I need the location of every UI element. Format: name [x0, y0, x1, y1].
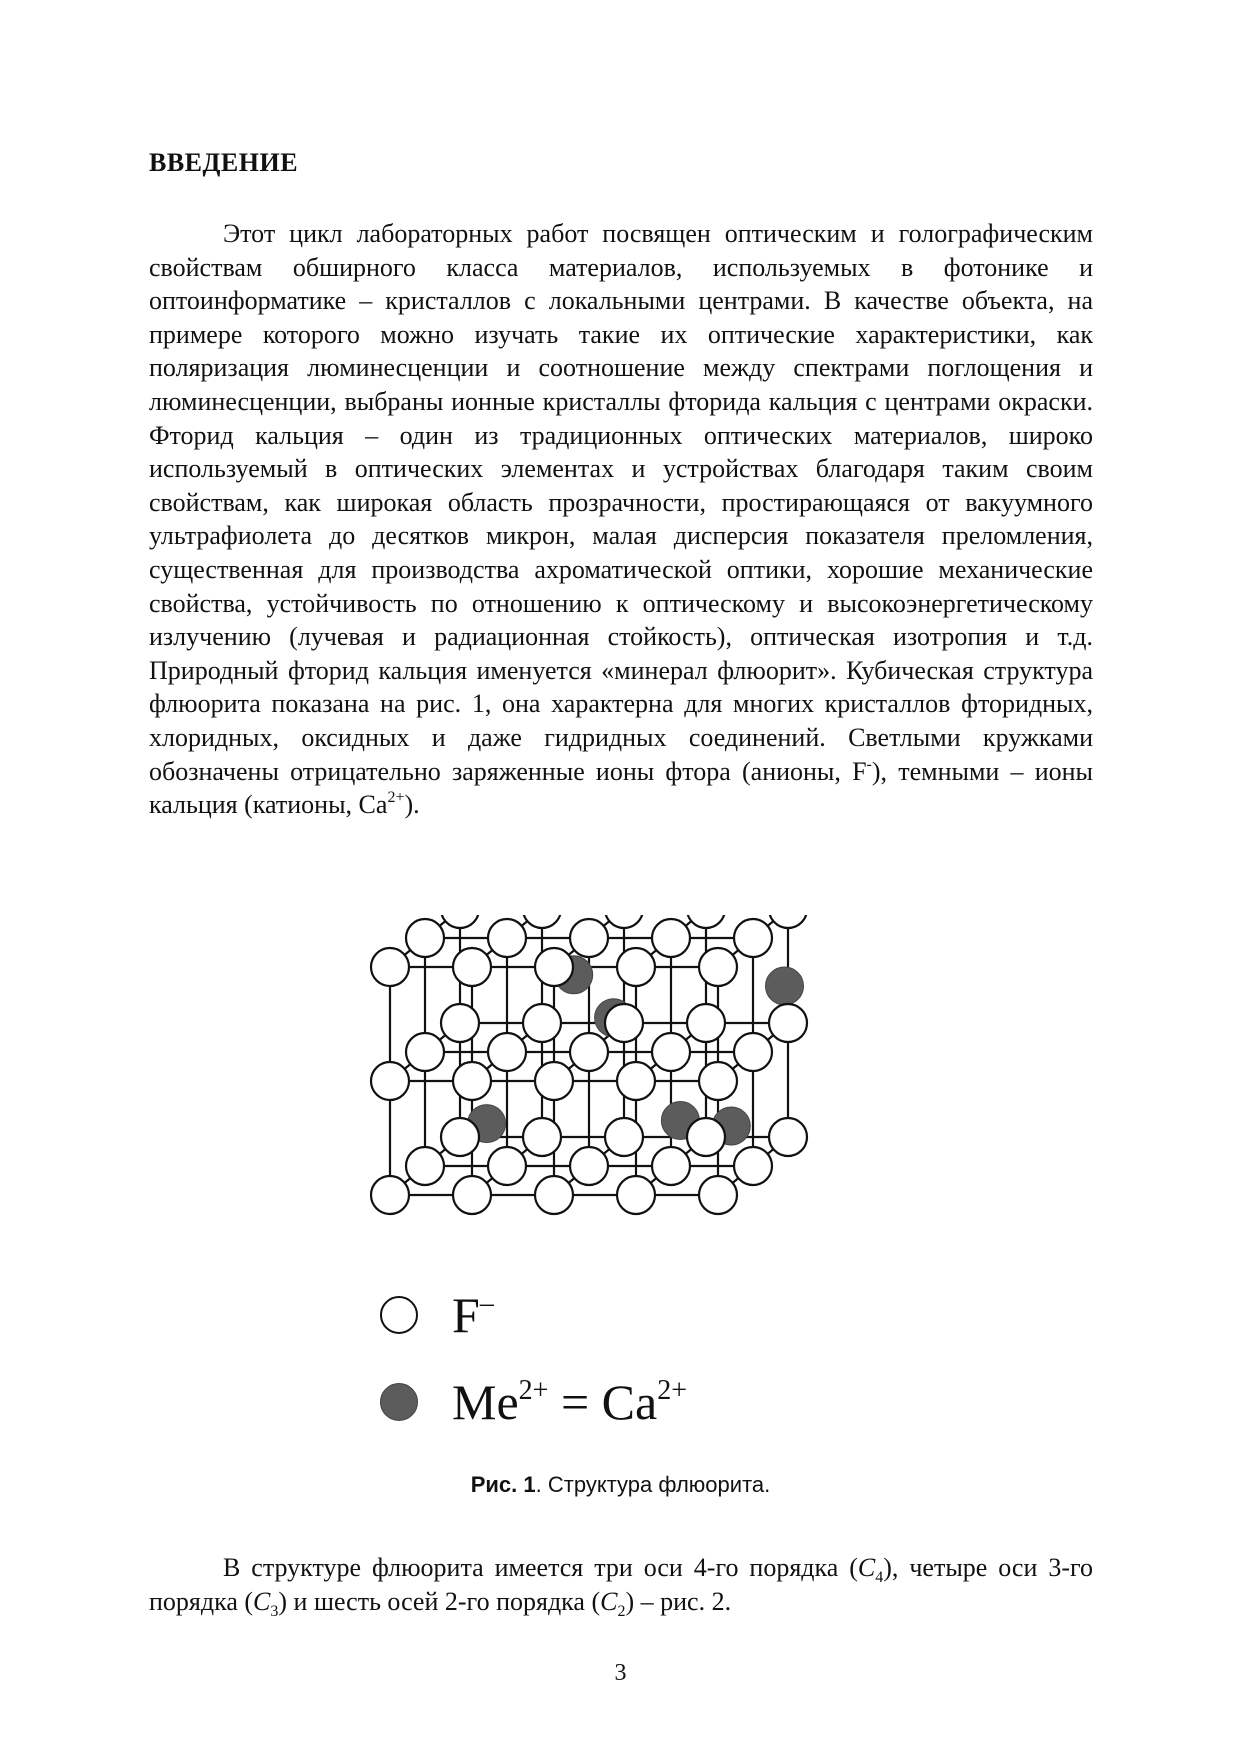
- anion-atom: [734, 919, 772, 957]
- page-number: 3: [614, 1660, 627, 1686]
- anion-atom: [769, 915, 807, 928]
- anion-atom: [523, 915, 561, 928]
- anion-atom: [453, 1176, 491, 1214]
- anion-circle-icon: [380, 1296, 418, 1334]
- anion-atom: [441, 1118, 479, 1156]
- anion-atom: [406, 1147, 444, 1185]
- anion-atom: [699, 1062, 737, 1100]
- anion-atom: [769, 1004, 807, 1042]
- axes-paragraph: В структуре флюорита имеется три оси 4-го порядка $(C_4)$, четыре оси 3-го порядка $(C_3)$ и шесть осей 2-го порядка $(C_2)$ – рис. 2.: [149, 1553, 1093, 1620]
- anion-atom: [652, 1033, 690, 1071]
- anion-atom: [617, 1176, 655, 1214]
- legend-cation: [380, 1372, 687, 1432]
- anion-atom: [687, 1118, 725, 1156]
- figure-caption: Рис. 1. Структура флюорита.: [470, 1472, 771, 1497]
- anion-atom: [570, 1147, 608, 1185]
- anion-atom: [699, 1176, 737, 1214]
- anion-atom: [441, 1004, 479, 1042]
- anion-atom: [570, 919, 608, 957]
- cation-atom: [766, 967, 804, 1005]
- anion-atom: [371, 1176, 409, 1214]
- anion-atom: [488, 919, 526, 957]
- anion-atom: [605, 915, 643, 928]
- anion-atom: [687, 1004, 725, 1042]
- anion-atom: [535, 1176, 573, 1214]
- anion-atom: [406, 919, 444, 957]
- anion-atom: [371, 948, 409, 986]
- anion-atom: [769, 1118, 807, 1156]
- cation-circle-icon: [380, 1383, 418, 1421]
- anion-atom: [406, 1033, 444, 1071]
- anion-atom: [605, 1118, 643, 1156]
- intro-paragraph: [149, 217, 1093, 822]
- anion-atom: [734, 1147, 772, 1185]
- anion-atom: [453, 1062, 491, 1100]
- anion-atom: [617, 948, 655, 986]
- anion-atom: [570, 1033, 608, 1071]
- fluorite-structure-figure: [360, 915, 880, 1235]
- anion-atom: [699, 948, 737, 986]
- anion-atom: [605, 1004, 643, 1042]
- anion-atom: [523, 1004, 561, 1042]
- calcium-charge-sup: 2+: [387, 789, 405, 807]
- legend-anion: [380, 1285, 494, 1345]
- intro-text-mid: ), темными – ионы кальция (катионы, Ca: [149, 756, 1093, 820]
- anion-atom: [617, 1062, 655, 1100]
- legend-cation-label: $Me^{2+} = Ca^{2+}$: [452, 1374, 687, 1430]
- section-heading: ВВЕДЕНИЕ: [149, 148, 299, 177]
- intro-text: Этот цикл лабораторных работ посвящен оптическим и голографическим свойствам обширного класса материалов, используемых в фотонике и оптоинформатике – кристаллов с локальными центрами. В качестве объекта, на примере которого можно изучать такие их оптические характеристики, как поляризация люминесценции и соотношение между спектрами поглощения и люминесценции, выбраны ионные кристаллы фторида кальция с центрами окраски. Фторид кальция – один из традиционных оптических материалов, широко используемый в оптических элементах и устройствах благодаря таким своим свойствам, как широкая область прозрачности, простирающаяся от вакуумного ультрафиолета до десятков микрон, малая дисперсия показателя преломления, существенная для производства ахроматической оптики, хорошие механические свойства, устойчивость по отношению к оптическому и высокоэнергетическому излучению (лучевая и радиационная стойкость), оптическая изотропия и т.д. Природный фторид кальция именуется «минерал флюорит». Кубическая структура флюорита показана на рис. 1, она характерна для многих кристаллов фторидных, хлоридных, оксидных и даже гидридных соединений. Светлыми кружками обозначены отрицательно заряженные ионы фтора (анионы, F: [149, 219, 1093, 786]
- anion-atom: [441, 915, 479, 928]
- anion-atom: [734, 1033, 772, 1071]
- anion-atom: [371, 1062, 409, 1100]
- anion-atom: [523, 1118, 561, 1156]
- anion-atom: [535, 948, 573, 986]
- anion-atom: [652, 919, 690, 957]
- fluorine-charge-sup: -: [866, 755, 872, 773]
- legend-anion-label: F–: [452, 1287, 494, 1343]
- anion-atom: [535, 1062, 573, 1100]
- anion-atom: [652, 1147, 690, 1185]
- anion-atom: [453, 948, 491, 986]
- anion-atom: [488, 1147, 526, 1185]
- intro-text-end: ).: [404, 790, 420, 820]
- anion-atom: [687, 915, 725, 928]
- anion-atom: [488, 1033, 526, 1071]
